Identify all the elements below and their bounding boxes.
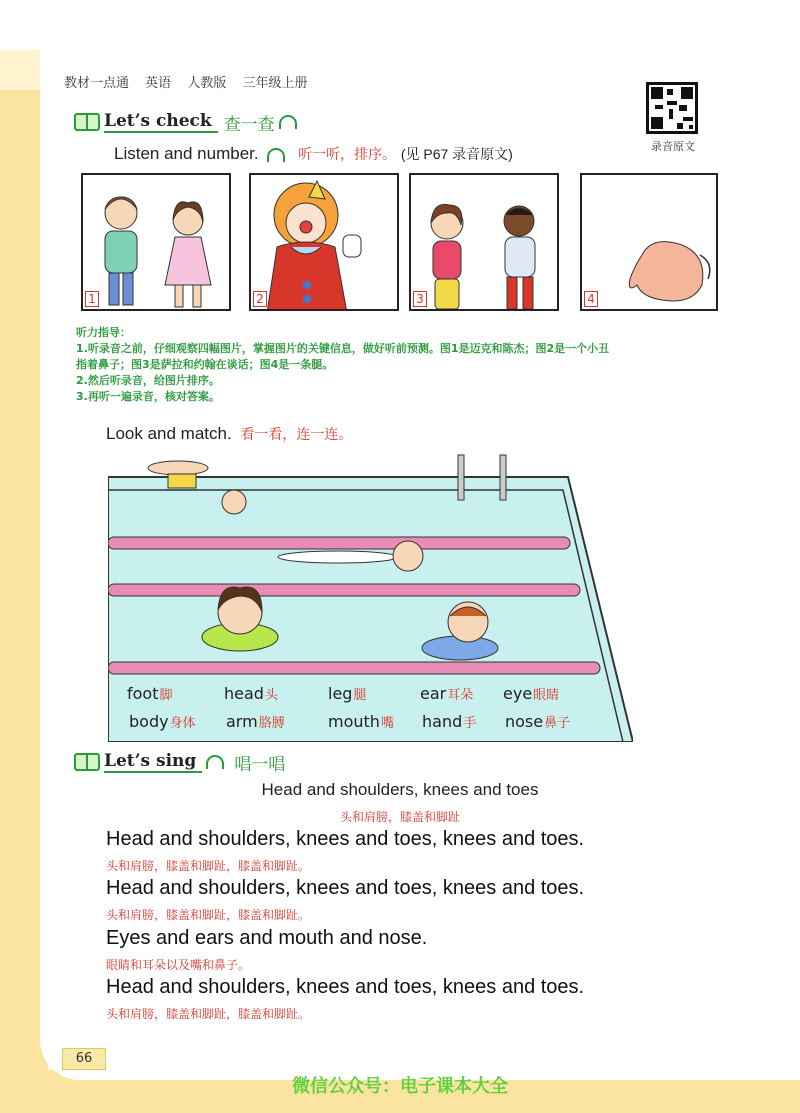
match-instruction-en: Look and match. [106,424,232,443]
qr-label: 录音原文 [651,140,695,153]
lyric-line-zh: 眼睛和耳朵以及嘴和鼻子。 [106,958,251,972]
lyric-line-en: Head and shoulders, knees and toes, knees and toes. [106,877,585,899]
listen-instruction-zh: 听一听，排序。 [298,146,397,162]
word-eye[interactable]: eye眼睛 [503,684,560,703]
lyric-line-zh: 头和肩膀，膝盖和脚趾，膝盖和脚趾。 [106,908,311,922]
word-mouth[interactable]: mouth嘴 [328,712,394,731]
listen-instruction [114,144,513,164]
lets-sing-title-en: Let’s sing [104,751,202,773]
guide-line: 1.听录音之前，仔细观察四幅图片，掌握图片的关键信息，做好听前预测。图1是迈克和陈杰；图2是一个小丑 [76,342,610,355]
panel-number[interactable]: 4 [584,291,598,307]
listen-instruction-note: (见 P67 录音原文) [400,146,513,162]
guide-title: 听力指导： [76,326,131,339]
talking-children-illustration [411,175,559,311]
panel-number[interactable]: 1 [85,291,99,307]
lyric-line-en: Head and shoulders, knees and toes, knees and toes. [106,976,585,998]
song-title-zh: 头和肩膀，膝盖和脚趾 [339,810,460,824]
header-edition: 人教版 [187,76,227,91]
headphone-icon[interactable] [267,148,285,162]
word-head[interactable]: head头 [224,684,278,703]
word-nose[interactable]: nose鼻子 [505,712,571,731]
match-instruction-zh: 看一看，连一连。 [240,426,353,442]
lets-check-title-en: Let’s check [104,111,218,133]
headphone-icon[interactable] [279,115,297,129]
lets-sing-title-zh: 唱一唱 [234,754,286,775]
header-subject: 英语 [145,76,172,91]
word-body[interactable]: body身体 [129,712,196,731]
panel-number[interactable]: 3 [413,291,427,307]
headphone-icon[interactable] [206,755,224,769]
book-icon [74,753,100,771]
leg-illustration [582,175,718,311]
picture-panel-4 [580,173,718,311]
guide-line: 指着鼻子；图3是萨拉和约翰在谈话；图4是一条腿。 [76,358,334,371]
clown-illustration [251,175,399,311]
header-grade: 三年级上册 [242,76,308,91]
word-hand[interactable]: hand手 [422,712,477,731]
panel-number[interactable]: 2 [253,291,267,307]
listen-instruction-en: Listen and number. [114,144,259,163]
picture-panel-3 [409,173,559,311]
running-header [64,72,319,91]
lets-check-title [74,110,301,134]
lyric-line-en: Head and shoulders, knees and toes, knees and toes. [106,828,585,850]
lyric-line-en: Eyes and ears and mouth and nose. [106,927,428,949]
children-illustration [83,175,231,311]
picture-panel-2 [249,173,399,311]
lets-check-title-zh: 查一查 [223,114,275,135]
guide-line: 3.再听一遍录音，核对答案。 [76,390,220,403]
word-ear[interactable]: ear耳朵 [420,684,474,703]
picture-panel-1 [81,173,231,311]
word-leg[interactable]: leg腿 [328,684,367,703]
song-title-en: Head and shoulders, knees and toes [261,780,539,799]
match-instruction [106,424,352,444]
page-number: 66 [62,1048,106,1070]
lyric-line-zh: 头和肩膀，膝盖和脚趾，膝盖和脚趾。 [106,859,311,873]
word-arm[interactable]: arm胳膊 [226,712,285,731]
book-icon [74,113,100,131]
guide-line: 2.然后听录音，给图片排序。 [76,374,220,387]
header-book-series: 教材一点通 [64,76,130,91]
word-foot[interactable]: foot脚 [127,684,173,703]
lets-sing-title [74,750,285,774]
qr-code-icon[interactable] [646,82,698,134]
watermark-text: 微信公众号：电子课本大全 [292,1076,508,1097]
lyric-line-zh: 头和肩膀，膝盖和脚趾，膝盖和脚趾。 [106,1007,311,1021]
listening-guide [76,325,776,405]
